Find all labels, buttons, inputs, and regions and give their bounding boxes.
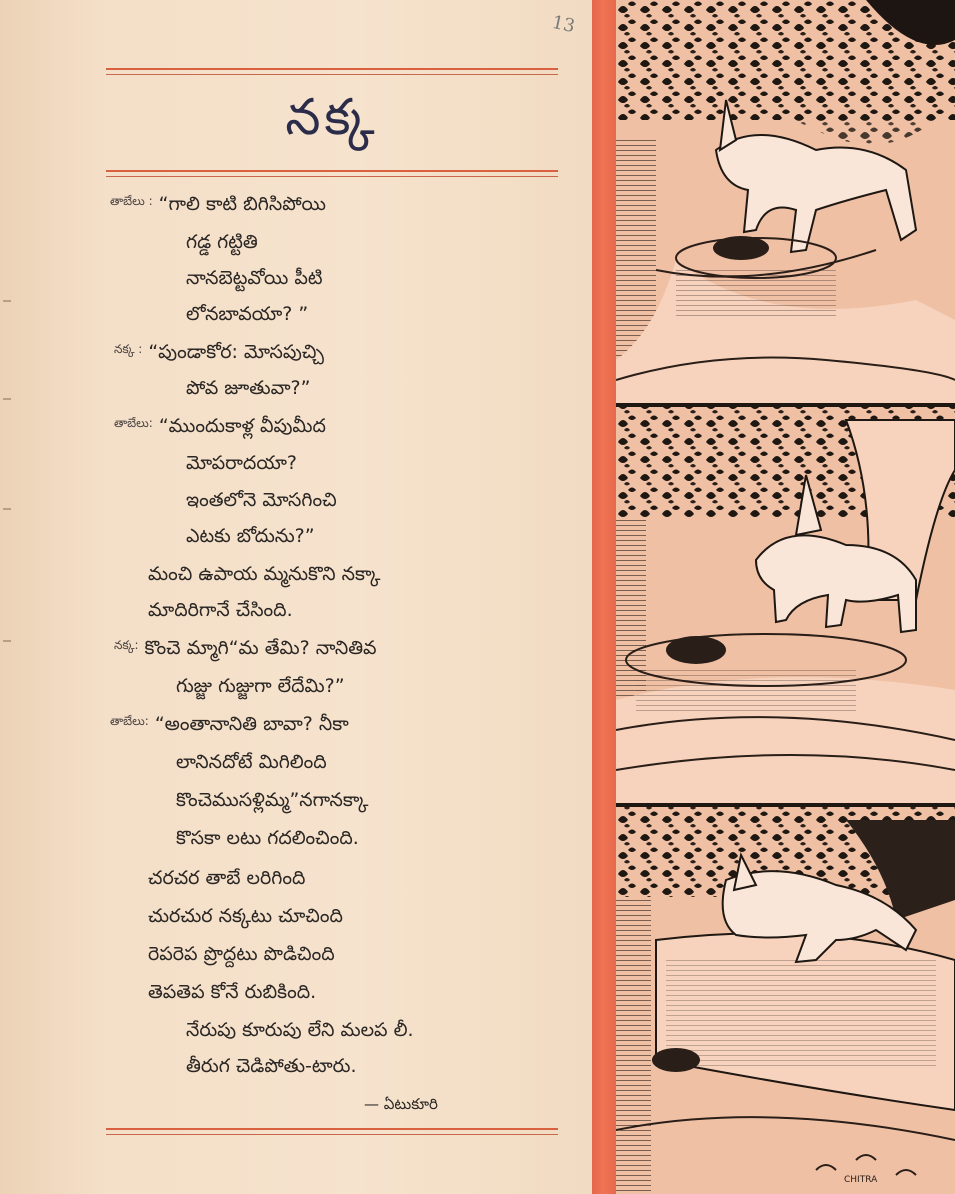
poem-line-text: నేరుపు కూరుపు లేని మలప లీ. — [186, 1019, 414, 1041]
illustration-panel — [616, 0, 955, 1194]
poem-line — [186, 1018, 414, 1042]
poem-line-text: కొసకా లటు గదలించింది. — [176, 827, 359, 849]
poem-line-text: ఇంతలోనె మోసగించి — [186, 489, 337, 511]
poem-line-text: రెపరెప ప్రొద్దటు పొడిచింది — [148, 943, 335, 965]
poem-line — [176, 674, 345, 698]
author-signature: — ఏటుకూరి — [364, 1095, 438, 1113]
poem-line-text: లోనబావయా? ” — [186, 303, 309, 325]
poem-line-text: గుజ్జు గుజ్జుగా లేదేమి?” — [176, 675, 345, 697]
speaker-label: నక్క: — [114, 638, 139, 652]
poem-line — [148, 904, 343, 928]
poem-line-text: “అంతానానితి బావా? నీకా — [154, 713, 349, 735]
center-stripe — [592, 0, 616, 1194]
speaker-label: తాబేలు: — [110, 714, 149, 728]
poem-line-text: కొంచె మ్మాగి“మ తేమి? నానితివ — [144, 637, 377, 659]
page-number: 13 — [550, 11, 577, 38]
poem-line-text: మంచి ఉపాయ మ్మనుకొని నక్కా — [148, 563, 381, 585]
poem-line — [114, 340, 324, 366]
margin-mark — [3, 508, 11, 510]
speaker-label: నక్క : — [114, 342, 143, 356]
poem-line — [186, 376, 310, 400]
top-rule-thin — [106, 74, 558, 75]
poem-line-text: మాదిరిగానే చేసింది. — [148, 599, 293, 621]
poem-line — [114, 414, 326, 440]
bottom-rule-thin — [106, 1134, 558, 1135]
panel-1 — [616, 0, 955, 405]
poem-line — [176, 788, 368, 812]
poem-line-text: నానబెట్టవోయి పీటి — [186, 267, 323, 289]
top-rule — [106, 68, 558, 70]
poem-line — [148, 942, 335, 966]
poem-line — [148, 598, 293, 622]
poem-line — [186, 230, 258, 254]
poem-line-text: పోవ జూతువా?” — [186, 377, 311, 399]
page-title: నక్క — [285, 87, 379, 146]
poem-line-text: “ముందుకాళ్ల వీపుమీద — [158, 415, 326, 437]
poem-line — [110, 192, 326, 218]
poem-line — [186, 1054, 357, 1078]
poem-line-text: లానినదోటే మిగిలింది — [176, 751, 327, 773]
poem-line-text: చరచర తాబే లరిగింది — [148, 867, 306, 889]
speaker-label: తాబేలు: — [114, 416, 153, 430]
poem-line — [186, 266, 323, 290]
margin-mark — [3, 398, 11, 400]
poem-line — [186, 451, 297, 475]
poem-line — [176, 826, 359, 850]
poem-line-text: “గాలి కాటి బిగిసిపోయి — [158, 193, 326, 215]
poem-line-text: గడ్డ గట్టితి — [186, 231, 258, 253]
illustrator-signature: CHITRA — [844, 1175, 878, 1185]
title-rule-thin — [106, 176, 558, 177]
poem-line-text: “పుండాకోర: మోసపుచ్చి — [148, 341, 325, 363]
poem-line-text: తీరుగ చెడిపోతు-టారు. — [186, 1055, 357, 1077]
speaker-label: తాబేలు : — [110, 194, 153, 208]
poem-line — [176, 750, 327, 774]
illustration-svg — [616, 0, 955, 1194]
poem-line-text: తెపతెప కోనే రుబికింది. — [148, 981, 317, 1003]
title-rule — [106, 170, 558, 172]
poem-line — [186, 524, 315, 548]
poem-line — [110, 712, 349, 738]
poem-line-text: కొంచెముసళ్లిమ్మ”నగానక్కా — [176, 789, 369, 811]
poem-line — [148, 980, 316, 1004]
poem-line-text: చురచుర నక్కటు చూచింది — [148, 905, 343, 927]
poem-line — [186, 488, 337, 512]
bottom-rule — [106, 1128, 558, 1130]
poem-line — [186, 302, 308, 326]
poem-line-text: మోపరాదయా? — [186, 452, 297, 474]
margin-mark — [3, 300, 11, 302]
margin-mark — [3, 640, 11, 642]
poem-line — [148, 562, 380, 586]
panel-3 — [616, 807, 955, 1194]
poem-line — [114, 636, 377, 662]
poem-line-text: ఎటకు బోదును?” — [186, 525, 315, 547]
panel-2 — [616, 407, 955, 805]
poem-line — [148, 866, 305, 890]
